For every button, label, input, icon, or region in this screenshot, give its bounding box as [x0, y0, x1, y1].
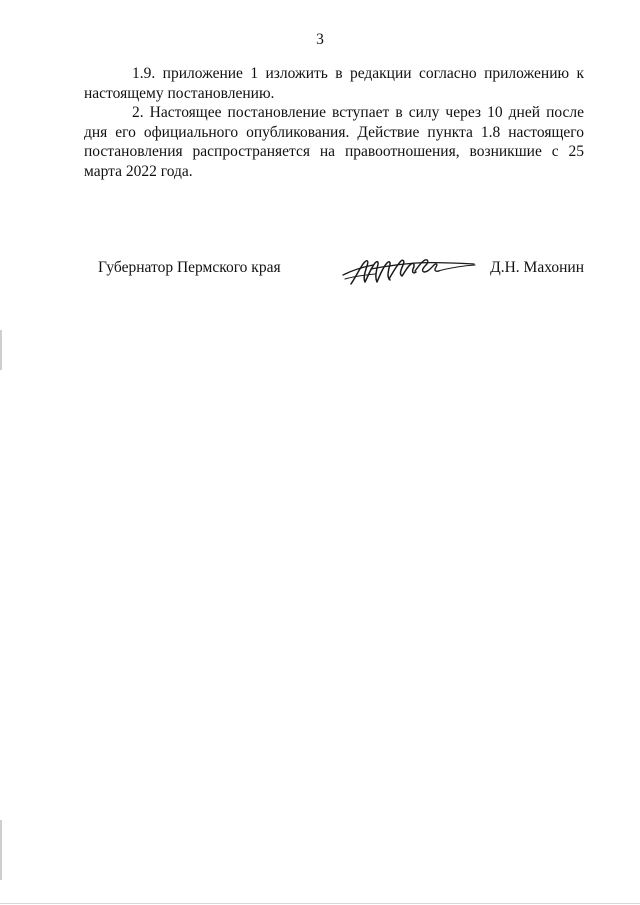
scan-edge-mark	[0, 330, 2, 370]
scan-edge-mark	[0, 820, 2, 880]
document-body	[84, 64, 584, 181]
scan-bottom-edge	[0, 903, 640, 904]
paragraph-2: 2. Настоящее постановление вступает в силу через 10 дней после дня его официального опубликования. Действие пункта 1.8 настоящего постановления распространяется на правоотношения, возникшие с 25 марта 2022 года.	[84, 104, 584, 180]
handwritten-signature-icon	[341, 252, 476, 288]
signature-block	[98, 252, 584, 292]
signatory-position: Губернатор Пермского края	[98, 259, 281, 276]
signatory-name: Д.Н. Махонин	[490, 259, 584, 276]
page-number: 3	[316, 31, 324, 48]
paragraph-1-9: 1.9. приложение 1 изложить в редакции согласно приложению к настоящему постановлению.	[84, 65, 584, 102]
